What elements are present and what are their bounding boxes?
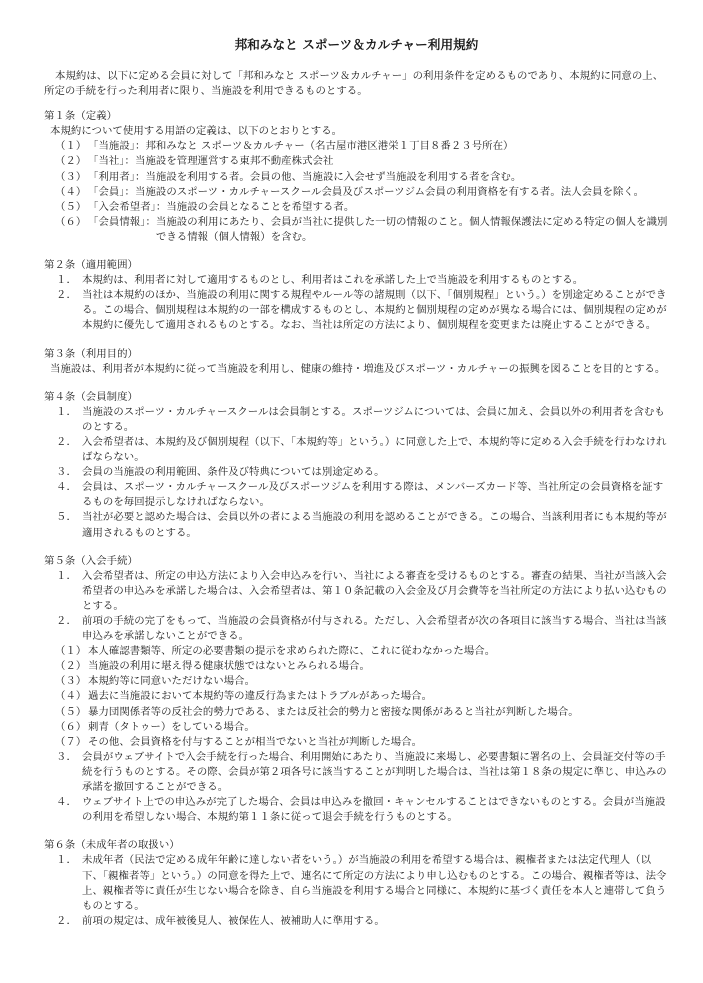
- definition-term: 「利用者」：: [88, 170, 146, 183]
- clause-text: その他、会員資格を付与することが相当でないと当社が判断した場合。: [88, 735, 423, 748]
- article-section: [44, 554, 669, 826]
- clause-item: [44, 674, 669, 689]
- clause-item: [44, 435, 669, 465]
- clause-text: ウェブサイト上での申込みが完了した場合、会員は申込みを撤回・キャンセルすることはできないものとする。会員が当施設の利用を希望しない場合、本規約第１１条に従って退会手続を行うものとする。: [82, 796, 666, 824]
- definition-term: 「当施設」：: [88, 140, 146, 153]
- article-heading: 第３条（利用目的）: [44, 347, 138, 360]
- clause-number: （７）: [55, 735, 87, 748]
- clause-number: （５）: [55, 705, 87, 718]
- clause-text: 本規約等に同意いただけない場合。: [88, 675, 256, 688]
- clause-item: [44, 659, 669, 674]
- clause-item: [44, 689, 669, 704]
- clause-item: [44, 170, 669, 185]
- clause-number: （５）: [55, 200, 87, 213]
- clause-item: [44, 480, 669, 510]
- clause-item: [44, 185, 669, 200]
- article-section: [44, 258, 669, 333]
- definition-entry: [88, 170, 669, 185]
- clause-text: 当社は本規約のほか、当施設の利用に関する規程やルール等の諸規則（以下、「個別規程」という。）を別途定めることができる。この場合、個別規程は本規約の一部を構成するものとし、本規約と個別規程の定めが異なる場合には、個別規程の定めが本規約に優先して適用されるものとする。なお、当社は所定の方法により、個別規程を変更または廃止することができる。: [82, 289, 667, 332]
- clause-number: ４．: [56, 481, 77, 494]
- clause-text: 前項の手続の完了をもって、当施設の会員資格が付与される。ただし、入会希望者が次の各項目に該当する場合、当社は当該申込みを承諾しないことができる。: [82, 615, 667, 643]
- article-section: [44, 838, 669, 929]
- clause-item: [44, 273, 669, 288]
- clause-item: [44, 465, 669, 480]
- definition-text: 当施設の利用にあたり、会員が当社に提供した一切の情報のこと。個人情報保護法に定める特定の個人を識別できる情報（個人情報）を含む。: [155, 215, 668, 243]
- article-heading: 第２条（適用範囲）: [44, 259, 138, 272]
- article-heading: 第６条（未成年者の取扱い）: [44, 839, 180, 852]
- clause-item: [44, 405, 669, 435]
- clause-text: 過去に当施設において本規約等の違反行為またはトラブルがあった場合。: [88, 690, 433, 703]
- clause-text: 会員がウェブサイトで入会手続を行った場合、利用開始にあたり、当施設に来場し、必要書類に署名の上、会員証交付等の手続を行うものとする。その際、会員が第２項各号に該当することが判明した場合は、当社は第１８条の規定に準じ、申込みの承諾を撤回することができる。: [82, 750, 667, 794]
- clause-item: [44, 705, 669, 720]
- clause-text: 会員は、スポーツ・カルチャースクール及びスポーツジムを利用する際は、メンバーズカード等、当社所定の会員資格を証するものを毎回提示しなければならない。: [82, 481, 664, 509]
- clause-item: [44, 720, 669, 735]
- clause-number: （１）: [55, 140, 87, 153]
- clause-item: [44, 139, 669, 154]
- clause-number: ２．: [56, 914, 77, 927]
- clause-number: （４）: [55, 690, 87, 703]
- clause-number: １．: [56, 569, 77, 582]
- clause-number: ４．: [56, 796, 77, 809]
- article-section: [44, 390, 669, 541]
- clause-number: ３．: [56, 750, 77, 763]
- article-section: [44, 347, 669, 377]
- definition-term: 「当社」：: [88, 155, 136, 168]
- definition-term: 「会員情報」：: [88, 215, 156, 228]
- clause-text: 未成年者（民法で定める成年年齢に達しない者をいう。）が当施設の利用を希望する場合は、親権者または法定代理人（以下、「親権者等」という。）の同意を得た上で、連名にて所定の方法により申し込むものとする。この場合、親権者等は、法令上、親権者等に責任が生じない場合を除き、自ら当施設を利用する場合と同様に、本規約に基づく責任を本人と連帯して負うものとする。: [82, 854, 667, 912]
- article-heading: 第１条（定義）: [44, 110, 118, 123]
- clause-text: 本規約は、利用者に対して適用するものとし、利用者はこれを承諾した上で当施設を利用するものとする。: [82, 274, 584, 287]
- clause-item: [44, 569, 669, 614]
- intro-paragraph: 本規約は、以下に定める会員に対して「邦和みなと スポーツ＆カルチャー」の利用条件を定めるものであり、本規約に同意の上、所定の手続を行った利用者に限り、当施設を利用できるものとする。: [44, 70, 664, 98]
- clause-item: [44, 510, 669, 540]
- clause-number: １．: [56, 405, 77, 418]
- clause-text: 入会希望者は、本規約及び個別規程（以下、「本規約等」という。）に同意した上で、本規約等に定める入会手続を行わなければならない。: [82, 435, 667, 464]
- clause-number: （２）: [55, 155, 87, 168]
- clause-number: （４）: [55, 185, 87, 198]
- clause-number: （６）: [55, 720, 87, 733]
- clause-item: [44, 154, 669, 169]
- clause-number: （６）: [55, 215, 87, 228]
- page-title: 邦和みなと スポーツ＆カルチャー利用規約: [234, 37, 479, 52]
- definition-text: 当施設の会員となることを希望する者。: [166, 200, 355, 213]
- articles-container: [44, 109, 669, 929]
- clause-number: （１）: [55, 645, 87, 658]
- clause-number: ２．: [56, 615, 77, 627]
- clause-text: 暴力団関係者等の反社会的勢力である、または反社会的勢力と密接な関係があると当社が判断した場合。: [88, 705, 579, 718]
- clause-item: [44, 644, 669, 659]
- definition-entry: [88, 139, 669, 154]
- definition-term: 「入会希望者」：: [88, 200, 167, 213]
- clause-text: 入会希望者は、所定の申込方法により入会申込みを行い、当社による審査を受けるものとする。審査の結果、当社が当該入会希望者の申込みを承諾した場合は、入会希望者は、第１０条記載の入会金及び月会費等を当社所定の方法により払い込むものとする。: [82, 569, 667, 612]
- clause-number: １．: [56, 274, 77, 287]
- clause-item: [44, 288, 669, 333]
- clause-item: [44, 750, 669, 795]
- clause-text: 当施設の利用に堪え得る健康状態ではないとみられる場合。: [88, 660, 370, 673]
- article-lead: 当施設は、利用者が本規約に従って当施設を利用し、健康の維持・増進及びスポーツ・カルチャーの振興を図ることを目的とする。: [50, 362, 666, 375]
- article-heading: 第５条（入会手続）: [44, 554, 138, 567]
- clause-number: （２）: [55, 660, 87, 673]
- clause-number: ３．: [56, 466, 77, 479]
- clause-item: [44, 735, 669, 750]
- clause-item: [44, 795, 669, 825]
- clause-item: [44, 215, 669, 245]
- definition-entry: [88, 154, 669, 169]
- definition-text: 当施設を管理運営する東邦不動産株式会社: [135, 155, 334, 168]
- definition-entry: [88, 215, 669, 245]
- clause-item: [44, 853, 669, 913]
- definition-text: 当施設を利用する者。会員の他、当施設に入会せず当施設を利用する者を含む。: [145, 170, 522, 183]
- clause-item: [44, 200, 669, 215]
- clause-item: [44, 914, 669, 929]
- definition-term: 「会員」：: [88, 185, 136, 198]
- clause-text: 前項の規定は、成年被後見人、被保佐人、被補助人に準用する。: [82, 914, 385, 927]
- clause-number: １．: [56, 854, 77, 867]
- clause-number: ２．: [56, 435, 77, 448]
- article-heading: 第４条（会員制度）: [44, 390, 138, 403]
- article-lead: 本規約について使用する用語の定義は、以下のとおりとする。: [50, 125, 343, 138]
- definition-text: 当施設のスポーツ・カルチャースクール会員及びスポーツジム会員の利用資格を有する者。法人会員を除く。: [135, 185, 645, 198]
- clause-number: ５．: [56, 511, 77, 524]
- definition-entry: [88, 185, 669, 200]
- clause-text: 当社が必要と認めた場合は、会員以外の者による当施設の利用を認めることができる。この場合、当該利用者にも本規約等が適用されるものとする。: [82, 511, 667, 539]
- clause-number: （３）: [55, 675, 87, 688]
- clause-number: （３）: [55, 170, 87, 183]
- definition-text: 邦和みなと スポーツ＆カルチャー（名古屋市港区港栄１丁目８番２３号所在）: [145, 140, 514, 153]
- definition-entry: [88, 200, 669, 215]
- clause-text: 刺青（タトゥー）をしている場合。: [88, 720, 255, 733]
- clause-number: ２．: [56, 289, 77, 302]
- clause-text: 本人確認書類等、所定の必要書類の提示を求められた際に、これに従わなかった場合。: [88, 645, 496, 658]
- clause-text: 会員の当施設の利用範囲、条件及び特典については別途定める。: [82, 466, 385, 479]
- clause-item: [44, 614, 669, 644]
- article-section: [44, 109, 669, 245]
- clause-text: 当施設のスポーツ・カルチャースクールは会員制とする。スポーツジムについては、会員に加え、会員以外の利用者を含むものとする。: [82, 405, 665, 433]
